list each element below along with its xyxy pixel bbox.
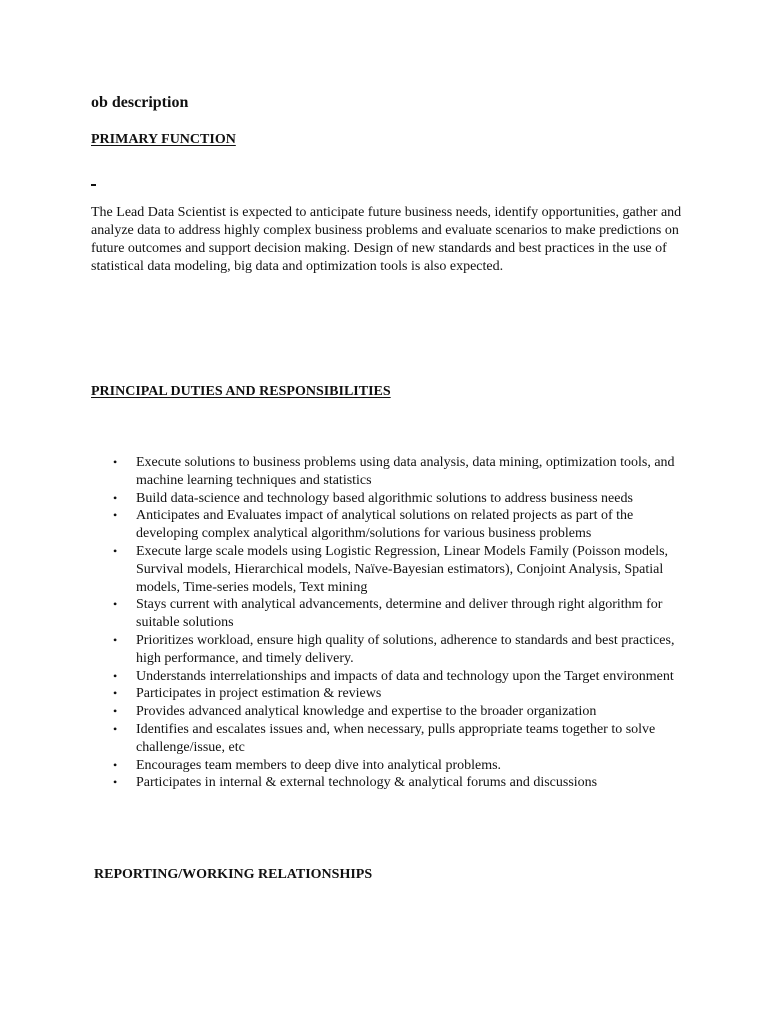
reporting-heading: REPORTING/WORKING RELATIONSHIPS: [94, 867, 373, 882]
duty-text: Prioritizes workload, ensure high quality of solutions, adherence to standards and best practices, high performance, and timely delivery.: [136, 632, 675, 666]
duties-heading: PRINCIPAL DUTIES AND RESPONSIBILITIES: [91, 384, 391, 399]
duty-text: Identifies and escalates issues and, when necessary, pulls appropriate teams together to solve challenge/issue, etc: [136, 721, 656, 755]
duty-text: Participates in internal & external technology & analytical forums and discussions: [136, 775, 598, 791]
bullet-icon: •: [113, 490, 118, 505]
duties-list: [91, 454, 691, 792]
duty-text: Provides advanced analytical knowledge and expertise to the broader organization: [136, 704, 597, 720]
duty-item: [91, 507, 681, 543]
duty-item: [91, 490, 681, 508]
primary-function-heading: PRIMARY FUNCTION: [91, 132, 236, 147]
duty-item: [91, 632, 681, 668]
duty-item: [91, 774, 681, 792]
duty-text: Understands interrelationships and impacts of data and technology upon the Target environment: [136, 668, 674, 684]
duty-text: Participates in project estimation & reviews: [136, 686, 382, 702]
duty-item: [91, 703, 681, 721]
bullet-icon: •: [113, 721, 118, 736]
bullet-icon: •: [113, 668, 118, 683]
duty-item: [91, 543, 681, 596]
bullet-icon: •: [113, 455, 118, 469]
duty-text: Stays current with analytical advancements, determine and deliver through right algorithm for suitable solutions: [136, 597, 663, 631]
bullet-icon: •: [113, 597, 118, 612]
duty-text: Anticipates and Evaluates impact of analytical solutions on related projects as part of the developing complex analytical algorithm/solutions for various business problems: [136, 508, 634, 542]
bullet-icon: •: [113, 686, 118, 701]
dash-mark: [91, 184, 96, 186]
duty-text: Build data-science and technology based algorithmic solutions to address business needs: [136, 490, 633, 506]
bullet-icon: •: [113, 543, 118, 558]
duty-item: [91, 668, 681, 686]
duty-item: [91, 721, 681, 757]
bullet-icon: •: [113, 508, 118, 523]
duty-text: Execute large scale models using Logistic Regression, Linear Models Family (Poisson models, Survival models, Hierarchical models, Naïve-Bayesian estimators), Conjoint Analysis, Spatial models, Time-series models, Text mining: [136, 543, 669, 595]
bullet-icon: •: [113, 775, 118, 790]
bullet-icon: •: [113, 632, 118, 647]
duty-item: [91, 757, 681, 775]
duty-item: [91, 596, 681, 632]
duty-item: [91, 454, 681, 490]
primary-function-paragraph: The Lead Data Scientist is expected to anticipate future business needs, identify opportunities, gather and analyze data to address highly complex business problems and evaluate scenarios to make predictions on future outcomes and support decision making. Design of new standards and best practices in the use of statistical data modeling, big data and optimization tools is also expected.: [91, 205, 682, 274]
document-title: ob description: [91, 94, 189, 111]
duty-text: Encourages team members to deep dive into analytical problems.: [136, 757, 502, 773]
duty-item: [91, 685, 681, 703]
bullet-icon: •: [113, 704, 118, 719]
bullet-icon: •: [113, 757, 118, 772]
duty-text: Execute solutions to business problems using data analysis, data mining, optimization tools, and machine learning techniques and statistics: [136, 455, 675, 488]
